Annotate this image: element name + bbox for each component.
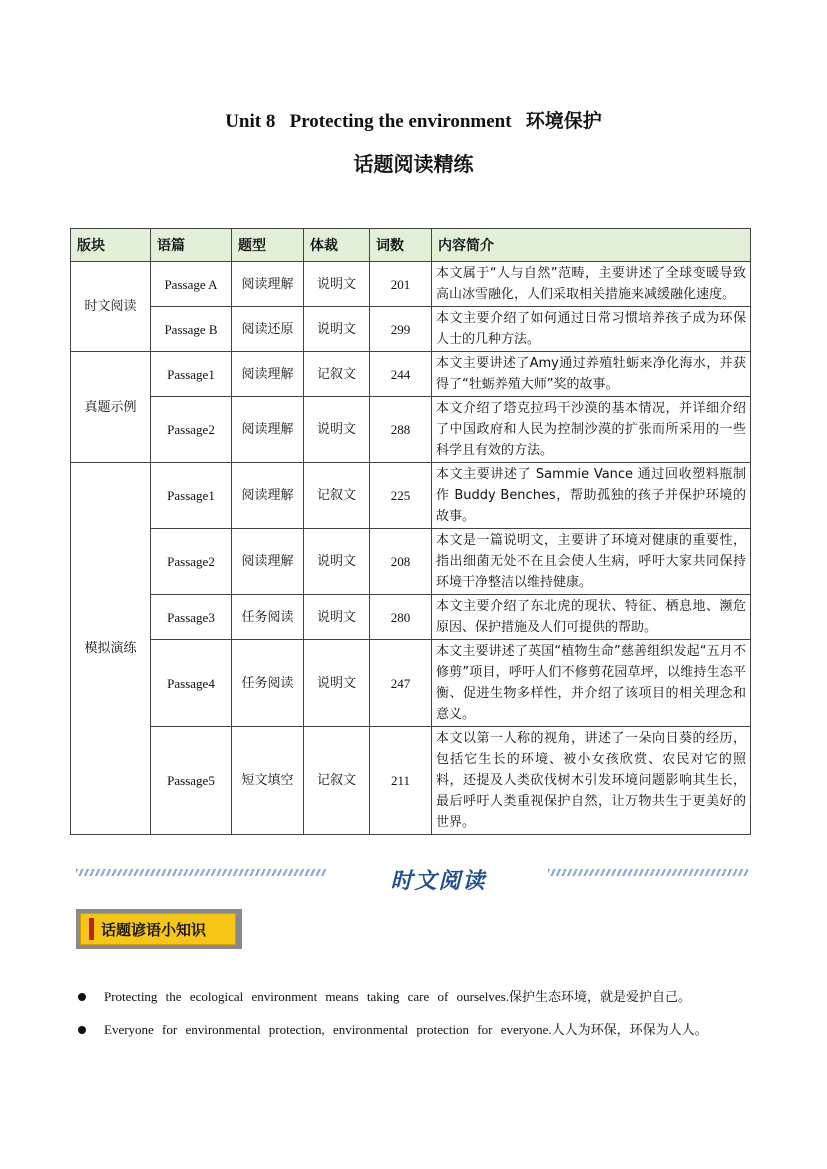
section-banner [76,864,748,894]
word-count-cell: 247 [370,640,432,727]
passage-cell: Passage1 [151,463,232,529]
decorative-stripe [548,869,748,876]
genre-cell: 说明文 [304,529,370,595]
column-header: 体裁 [304,229,370,262]
table-row [71,529,751,595]
page-subtitle: 话题阅读精练 [353,152,474,176]
summary-cell: 本文介绍了塔克拉玛干沙漠的基本情况，并详细介绍了中国政府和人民为控制沙漠的扩张而所采用的一些科学且有效的方法。 [432,397,751,463]
table-row [71,463,751,529]
table-row [71,262,751,307]
section-cell: 时文阅读 [71,262,151,352]
proverb-tag-inner [80,913,236,945]
summary-cell: 本文主要讲述了Amy通过养殖牡蛎来净化海水，并获得了“牡蛎养殖大师”奖的故事。 [432,352,751,397]
tag-marker-icon [89,918,94,940]
type-cell: 阅读还原 [232,307,304,352]
summary-cell: 本文主要介绍了如何通过日常习惯培养孩子成为环保人士的几种方法。 [432,307,751,352]
summary-cell: 本文主要讲述了 Sammie Vance 通过回收塑料瓶制作 Buddy Benches，帮助孤独的孩子并保护环境的故事。 [432,463,751,529]
summary-cell: 本文以第一人称的视角，讲述了一朵向日葵的经历，包括它生长的环境、被小女孩欣赏、农民对它的照料，还提及人类砍伐树木引发环境问题影响其生长，最后呼吁人类重视保护自然，让万物共生于更美好的世界。 [432,727,751,835]
genre-cell: 记叙文 [304,727,370,835]
proverb-tag [76,909,242,949]
proverb-text: Everyone for environmental protection, environmental protection for everyone.人人为环保，环保为人人。 [104,1022,708,1037]
type-cell: 短文填空 [232,727,304,835]
type-cell: 阅读理解 [232,463,304,529]
type-cell: 阅读理解 [232,529,304,595]
table-row [71,595,751,640]
column-header: 题型 [232,229,304,262]
passage-cell: Passage B [151,307,232,352]
proverb-list [76,986,756,1052]
type-cell: 阅读理解 [232,262,304,307]
page-title: Unit 8 Protecting the environment 环境保护 [225,111,602,132]
list-item [76,1019,756,1052]
genre-cell: 记叙文 [304,352,370,397]
passage-cell: Passage1 [151,352,232,397]
word-count-cell: 225 [370,463,432,529]
list-item [76,986,756,1019]
column-header: 内容简介 [432,229,751,262]
summary-cell: 本文是一篇说明文，主要讲了环境对健康的重要性，指出细菌无处不在且会使人生病，呼吁大家共同保持环境干净整洁以维持健康。 [432,529,751,595]
genre-cell: 记叙文 [304,463,370,529]
genre-cell: 说明文 [304,397,370,463]
word-count-cell: 299 [370,307,432,352]
type-cell: 阅读理解 [232,352,304,397]
word-count-cell: 280 [370,595,432,640]
passage-cell: Passage4 [151,640,232,727]
word-count-cell: 288 [370,397,432,463]
table-row [71,397,751,463]
table-row [71,352,751,397]
word-count-cell: 208 [370,529,432,595]
proverb-tag-label: 话题谚语小知识 [101,921,207,939]
bullet-icon [78,993,86,1001]
passage-cell: Passage2 [151,529,232,595]
type-cell: 任务阅读 [232,640,304,727]
genre-cell: 说明文 [304,595,370,640]
word-count-cell: 244 [370,352,432,397]
proverb-text: Protecting the ecological environment means taking care of ourselves.保护生态环境，就是爱护自己。 [104,989,691,1004]
word-count-cell: 201 [370,262,432,307]
summary-cell: 本文主要介绍了东北虎的现状、特征、栖息地、濒危原因、保护措施及人们可提供的帮助。 [432,595,751,640]
table-row [71,727,751,835]
summary-cell: 本文主要讲述了英国“植物生命”慈善组织发起“五月不修剪”项目，呼吁人们不修剪花园草坪，以维持生态平衡、促进生物多样性，并介绍了该项目的相关理念和意义。 [432,640,751,727]
passage-cell: Passage A [151,262,232,307]
column-header: 语篇 [151,229,232,262]
decorative-stripe [76,869,326,876]
table-header-row [71,229,751,262]
column-header: 词数 [370,229,432,262]
type-cell: 阅读理解 [232,397,304,463]
bullet-icon [78,1026,86,1034]
genre-cell: 说明文 [304,262,370,307]
passage-cell: Passage3 [151,595,232,640]
overview-table [70,228,751,835]
section-banner-title: 时文阅读 [390,868,487,894]
column-header: 版块 [71,229,151,262]
table-row [71,307,751,352]
passage-cell: Passage5 [151,727,232,835]
word-count-cell: 211 [370,727,432,835]
section-cell: 真题示例 [71,352,151,463]
genre-cell: 说明文 [304,307,370,352]
table-row [71,640,751,727]
section-cell: 模拟演练 [71,463,151,835]
passage-cell: Passage2 [151,397,232,463]
summary-cell: 本文属于“人与自然”范畴，主要讲述了全球变暖导致高山冰雪融化，人们采取相关措施来减缓融化速度。 [432,262,751,307]
type-cell: 任务阅读 [232,595,304,640]
genre-cell: 说明文 [304,640,370,727]
